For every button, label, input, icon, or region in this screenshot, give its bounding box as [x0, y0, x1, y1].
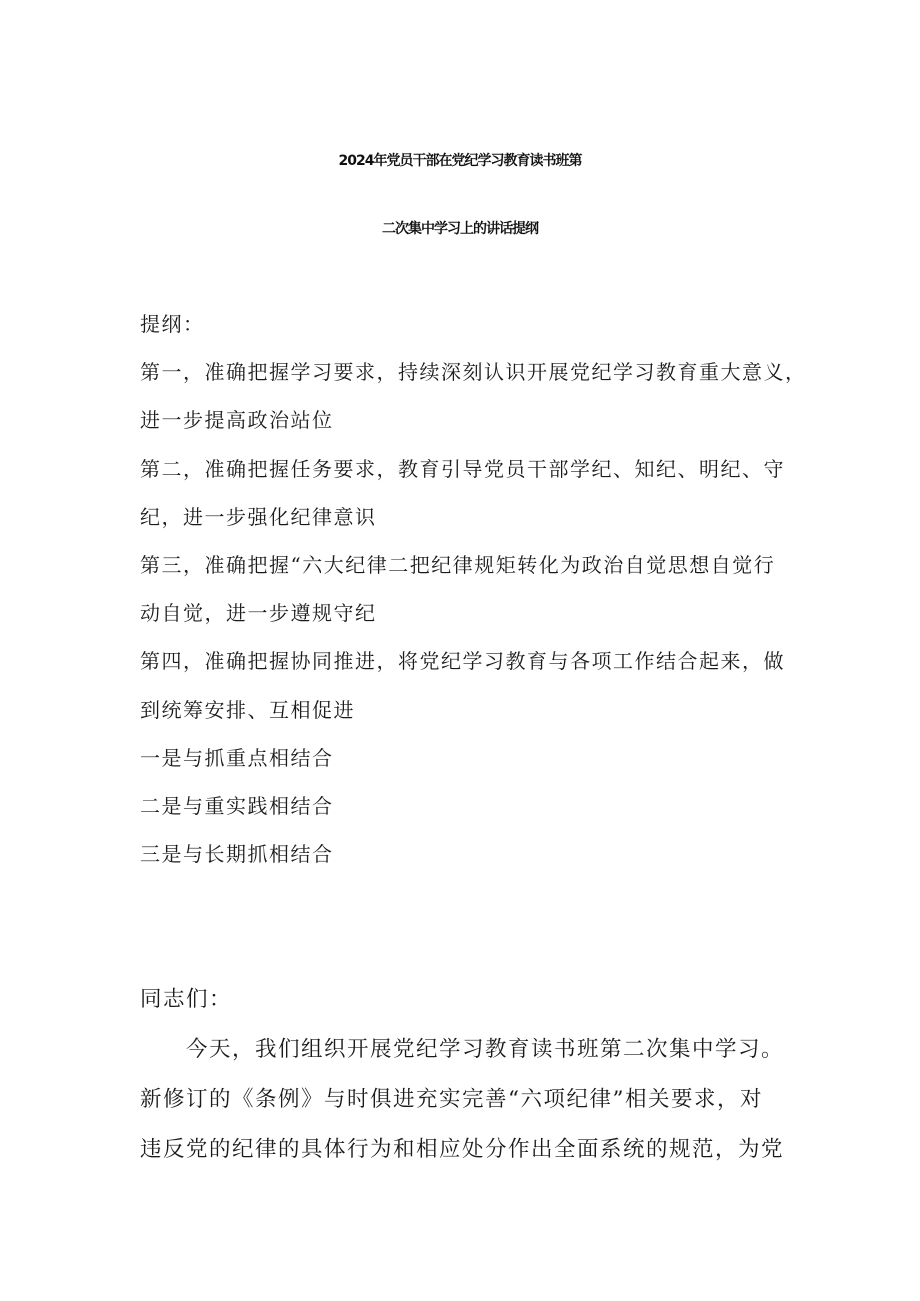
speech-line: 今天，我们组织开展党纪学习教育读书班第二次集中学习。: [186, 1037, 785, 1062]
outline-line: 二是与重实践相结合: [140, 794, 334, 818]
outline-line: 第三，准确把握“六大纪律二把纪律规矩转化为政治自觉思想自觉行: [140, 553, 776, 577]
document-title-line-2: 二次集中学习上的讲话提纲: [382, 221, 538, 237]
speech-line: 新修订的《条例》与时俱进充实完善“六项纪律”相关要求，对: [140, 1087, 763, 1112]
outline-line: 第一，准确把握学习要求，持续深刻认识开展党纪学习教育重大意义，: [140, 360, 807, 384]
speech-line: 违反党的纪律的具体行为和相应处分作出全面系统的规范，为党: [140, 1137, 785, 1162]
outline-line: 一是与抓重点相结合: [140, 746, 334, 770]
outline-line: 到统筹安排、互相促进: [140, 698, 355, 722]
speech-greeting: 同志们：: [140, 987, 233, 1012]
outline-line: 第四，准确把握协同推进，将党纪学习教育与各项工作结合起来，做: [140, 649, 785, 673]
document-title-line-1: 2024年党员干部在党纪学习教育读书班第: [338, 153, 582, 169]
outline-line: 动自觉，进一步遵规守纪: [140, 601, 377, 625]
outline-line: 第二，准确把握任务要求，教育引导党员干部学纪、知纪、明纪、守: [140, 457, 785, 481]
outline-line: 纪，进一步强化纪律意识: [140, 505, 377, 529]
outline-line: 三是与长期抓相结合: [140, 842, 334, 866]
outline-line: 进一步提高政治站位: [140, 408, 334, 432]
outline-heading: 提纲：: [140, 312, 205, 336]
